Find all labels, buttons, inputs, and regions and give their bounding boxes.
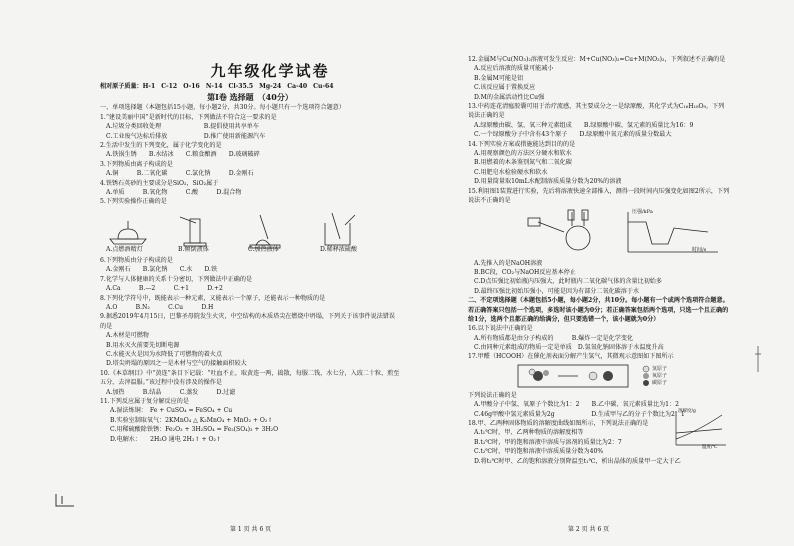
reaction-micro-illustration <box>468 364 730 388</box>
equation-line: A.湿法炼铜： Fe + CuSO₄ = FeSO₄ + Cu <box>110 407 233 415</box>
legend-carbon: 碳原子 <box>652 379 668 386</box>
question-line: 4.铁锈石英砂的主要成分是SiO₂，SiO₂属于 <box>100 179 219 187</box>
flask-and-pressure-graph <box>468 208 730 256</box>
question-line: 8.下列化学符号中，既能表示一种元素，又能表示一个原子，还能表示一种物质的是 <box>100 294 326 302</box>
option-line: A.单质 B.氧化物 C.酸 D.混合物 <box>106 189 242 197</box>
option-line: B.BC段，CO₂与NaOH反应基本停止 <box>474 268 576 276</box>
option-line: A.所有物质都是由分子构成的 B.爆炸一定是化学变化 <box>474 334 634 342</box>
left-page <box>100 82 400 444</box>
figure-label-a: A.点燃酒精灯 <box>106 245 143 253</box>
exam-title: 九年级化学试卷 <box>210 62 330 80</box>
questions-right-a <box>468 55 730 206</box>
option-line: D.用量筒量取10mL水配制溶质质量分数为20%的溶液 <box>474 178 622 186</box>
solubility-curve-illustration <box>668 409 728 449</box>
option-line: C.该反应属于置换反应 <box>474 84 536 92</box>
option-line: B.t₂℃时，甲的饱和溶液中溶质与溶剂的质量比为2：7 <box>474 438 622 446</box>
question-line: 18.甲、乙两种固体物质的溶解度曲线如图所示，下列说法正确的是 <box>468 419 649 427</box>
atomic-masses: 相对原子质量：H-1 C-12 O-16 N-14 Cl-35.5 Mg-24 Ca-40 Cu-64 <box>100 83 334 90</box>
questions-right-b <box>468 259 730 362</box>
equations <box>100 406 400 444</box>
question-line: 15.利用图1装置进行实验，先后将溶液快速全部推入，测得一段时间内压强变化如图2所示，下列说法不正确的是 <box>468 187 730 205</box>
option-line: C.t₂℃时，甲的饱和溶液中溶质质量分数为40% <box>474 448 604 456</box>
legend-hydrogen: 氢原子 <box>652 365 668 372</box>
lab-operations-figure <box>100 209 400 253</box>
option-line: C.46g甲酸中氢元素质量为2g D.生成甲与乙的分子个数比为2：1 <box>474 410 685 418</box>
option-line: A.金刚石 B.氯化钠 C.水 D.铁 <box>106 266 218 274</box>
figure-label-c: C.加热液体 <box>248 245 279 253</box>
equation-line: D.电解水： 2H₂O 通电 2H₂↑ + O₂↑ <box>110 435 222 443</box>
option-line: A.先推入的是NaOH溶液 <box>474 259 543 267</box>
option-line: A.铁锅生锈 B.水结冰 C.粮食酿酒 D.玻璃破碎 <box>106 151 260 159</box>
option-line: B.用燃着的木条鉴别氮气和二氧化碳 <box>474 159 572 167</box>
pressure-experiment-figure <box>468 208 730 256</box>
question-line: 一、单项选择题（本题包括15小题，每小题2分，共30分。每小题只有一个选项符合题意） <box>100 104 345 112</box>
option-line: A.用观察颜色的方法区分硬水和软水 <box>474 150 572 158</box>
option-line: A.加热 B.结晶 C.蒸发 D.过滤 <box>106 388 236 396</box>
option-line: A.绿原酸由碳、氢、氧三种元素组成 B.绿原酸中碳、氢元素的质量比为16：9 <box>474 121 694 129</box>
page-number-left: 第 1 页 共 6 页 <box>230 526 272 533</box>
option-line: A.垃圾分类回收处理 B.提倡使用共享单车 <box>106 123 259 131</box>
option-line: C.D点压强比初始瓶内压强大，此时瓶内二氧化碳气体的含量比初始多 <box>474 278 662 286</box>
question-line: 9.据悉2019年4月15日，巴黎圣母院发生火灾，中空结构的木质塔尖在燃烧中坍塌，下列关于该事件说法错误的是 <box>100 313 395 330</box>
option-line: D.塔尖坍塌的原因之一是木材与空气的接触面积较大 <box>106 360 247 368</box>
legend-oxygen: 氧原子 <box>652 372 668 379</box>
option-line: D.将t₂℃时甲、乙的饱和溶液分别降温至t₁℃，析出晶体的质量甲一定大于乙 <box>474 457 681 465</box>
option-line: A.铜 B.二氧化碳 C.氯化钠 D.金刚石 <box>106 170 254 178</box>
question-line: 7.化学与人体健康的关系十分密切，下列做法中正确的是 <box>100 275 253 283</box>
option-line: A.t₁℃时，甲、乙两种物质的溶解度相等 <box>474 429 584 437</box>
question-line: 14.下列实验方案或措施能达到目的的是 <box>468 140 576 148</box>
question-line: 17.甲醛（HCOOH）在催化剂表面分解产生氢气，其微观示意图如下图所示 <box>468 353 674 361</box>
option-line: C.用肥皂水检验硬水和软水 <box>474 168 548 176</box>
option-line: B.金属M可能是铝 <box>474 74 524 82</box>
option-line: A.甲酸分子中氢、氧原子个数比为1：2 B.乙中碳、氧元素质量比为1：2 <box>474 401 679 409</box>
question-line: 5.下列实验操作正确的是 <box>100 198 167 206</box>
page-number-right: 第 2 页 共 6 页 <box>568 526 610 533</box>
question-line: 3.下列物质由离子构成的是 <box>100 160 173 168</box>
option-line: A.O B.N₂ C.Cu D.H <box>106 303 214 311</box>
section-title: 第Ⅰ卷 选择题 （40分） <box>207 92 293 103</box>
question-line: 2.生活中发生的下列变化，属于化学变化的是 <box>100 142 222 150</box>
option-line: A.反应后溶液的质量可能减小 <box>474 65 554 73</box>
question-line: 11.下列反应属于复分解反应的是 <box>100 397 189 405</box>
option-line: C.一个绿原酸分子中含有43个原子 D.绿原酸中氧元素的质量分数最大 <box>474 131 672 139</box>
solubility-chart <box>668 409 728 449</box>
question-line: 12.金属M与Cu(NO₃)₂溶液可发生反应：M+Cu(NO₃)₂=Cu+M(NO₃)₂，下列叙述不正确的是 <box>468 56 726 63</box>
figure-label-b: B.倾倒液体 <box>178 245 209 253</box>
molecule-diagram <box>468 364 730 388</box>
question-line: 6.下列物质由分子构成的是 <box>100 256 173 264</box>
graph-y-label: 压强/kPa <box>632 208 653 215</box>
equation-line: C.用稀硫酸除铁锈：Fe₂O₃ + 3H₂SO₄ = Fe₂(SO₄)₃ + 3H₂O <box>110 426 279 434</box>
scan-mark-right <box>752 344 764 374</box>
question-line: 1.“建设美丽中国”是新时代的目标，下列做法不符合这一要求的是 <box>100 113 277 121</box>
option-line: D.最终压强比初始压强小，可能是因为有部分二氧化碳溶于水 <box>474 287 640 295</box>
option-line: C.由同种元素组成的物质一定是单质 D.氢氧化钠固体溶于水温度升高 <box>474 343 664 351</box>
equation-line: B.实验室制取氧气：2KMnO₄ △ K₂MnO₄ + MnO₂ + O₂↑ <box>110 416 273 424</box>
question-line: 10.《本草纲目》中“黄连”条目下记载：“吐血不止，取黄连一两，捣散，每服二钱，水七分，入豉二十粒，煎至五分，去滓温服。”该过程中没有涉及的操作是 <box>100 369 400 387</box>
questions-part-a <box>100 103 400 206</box>
question-line: 16.以下说法中正确的是 <box>468 325 533 333</box>
scan-mark-bottom-left <box>52 492 78 510</box>
option-line: D.M的金属活动性比Cu强 <box>474 93 545 101</box>
figure-label-d: D.稀释浓硫酸 <box>320 245 358 253</box>
right-page <box>468 55 730 466</box>
option-line: A.木材是可燃物 <box>106 332 149 340</box>
section-heading: 二、不定项选择题（本题包括5小题，每小题2分，共10分。每小题有一个或两个选项符合题意。若正确答案只包括一个选项，多选时该小题为0分；若正确答案包括两个选项，只选一个且正确的给1分，选两个且都正确的给满分，但只要选错一个，该小题就为0分） <box>468 297 729 323</box>
solubility-x-label: 温度/℃ <box>702 445 718 450</box>
graph-x-label: 时间/s <box>692 246 707 253</box>
option-line: B.用水灭火前要先切断电源 <box>106 341 180 349</box>
question-line: 下列说法正确的是 <box>468 391 517 399</box>
option-line: C.水能灭火是因为水降低了可燃物的着火点 <box>106 350 223 358</box>
option-line: C.工业废气达标后排放 D.推广使用新能源汽车 <box>106 132 266 140</box>
solubility-y-label: 溶解度/g <box>678 409 696 414</box>
questions-part-b <box>100 256 400 407</box>
option-line: A.Ca B.—2 C.+1 D.+2 <box>106 285 223 293</box>
question-line: 13.中药连花清瘟胶囊可用于治疗流感，其主要成分之一是绿原酸，其化学式为C₁₆H₁₈O₉，下列说法正确的是 <box>468 103 725 120</box>
